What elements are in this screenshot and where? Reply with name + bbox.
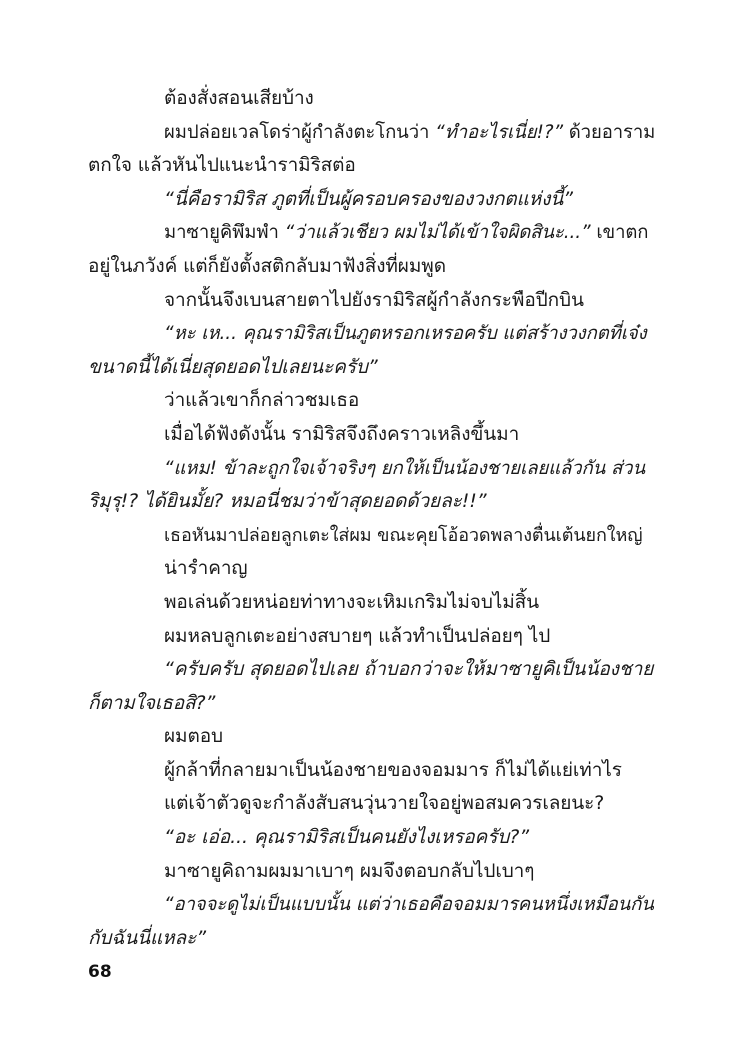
dialogue: “ทำอะไรเนี่ย!?” (435, 121, 563, 143)
paragraph-line: ผู้กล้าที่กลายมาเป็นน้องชายของจอมมาร ก็ไม่ได้แย่เท่าไร (164, 758, 622, 781)
paragraph-line (88, 821, 654, 855)
paragraph-line: จากนั้นจึงเบนสายตาไปยังรามิริสผู้กำลังกระพือปีกบิน (164, 288, 584, 311)
dialogue: “ว่าแล้วเชียว ผมไม่ได้เข้าใจผิดสินะ...” (284, 222, 591, 244)
paragraph-line: เธอหันมาปล่อยลูกเตะใส่ผม ขณะคุยโอ้อวดพลางตื่นเต้นยกใหญ่ (164, 524, 643, 546)
dialogue: ริมุรุ!? ได้ยินมั้ย? หมอนี่ชมว่าข้าสุดยอดด้วยละ!!” (88, 490, 487, 513)
paragraph-line: แต่เจ้าตัวดูจะกำลังสับสนวุ่นวายใจอยู่พอสมควรเลยนะ? (164, 792, 605, 815)
paragraph-line: อยู่ในภวังค์ แต่ก็ยังตั้งสติกลับมาฟังสิ่งที่ผมพูด (88, 254, 446, 277)
page-number: 68 (88, 962, 112, 982)
dialogue: ก็ตามใจเธอสิ?” (88, 691, 216, 714)
paragraph-line (88, 183, 654, 217)
paragraph-line: ผมหลบลูกเตะอย่างสบายๆ แล้วทำเป็นปล่อยๆ ไป (164, 624, 551, 647)
paragraph-line: ต้องสั่งสอนเสียบ้าง (164, 87, 314, 109)
dialogue: “หะ เห... คุณรามิริสเป็นภูตหรอกเหรอครับ แต่สร้างวงกตที่เจ๋ง (164, 323, 647, 345)
dialogue: “อะ เอ่อ... คุณรามิริสเป็นคนยังไงเหรอครับ?” (164, 826, 529, 849)
paragraph-line: มาซายูคิพึมพำ “ว่าแล้วเชียว ผมไม่ได้เข้าใจผิดสินะ...” เขาตก (164, 222, 649, 244)
paragraph-line: ผมตอบ (164, 725, 223, 748)
paragraph-line (88, 888, 654, 922)
paragraph-line (88, 351, 654, 385)
paragraph-line: พอเล่นด้วยหน่อยท่าทางจะเหิมเกริมไม่จบไม่สิ้น (164, 590, 540, 613)
paragraph-line: น่ารำคาญ (164, 557, 248, 580)
paragraph-line (88, 922, 654, 956)
paragraph-line (88, 317, 654, 351)
dialogue: กับฉันนี่แหละ” (88, 926, 206, 949)
dialogue: “แหม! ข้าละถูกใจเจ้าจริงๆ ยกให้เป็นน้องชายเลยแล้วกัน ส่วน (164, 457, 646, 479)
paragraph-line: มาซายูคิถามผมมาเบาๆ ผมจึงตอบกลับไปเบาๆ (164, 859, 535, 882)
paragraph-line: ตกใจ แล้วหันไปแนะนำรามิริสต่อ (88, 154, 356, 177)
paragraph-line: ผมปล่อยเวลโดร่าผู้กำลังตะโกนว่า “ทำอะไรเนี่ย!?” ด้วยอาราม (164, 121, 656, 143)
paragraph-line: ว่าแล้วเขาก็กล่าวชมเธอ (164, 389, 360, 412)
dialogue: “ครับครับ สุดยอดไปเลย ถ้าบอกว่าจะให้มาซายูคิเป็นน้องชาย (164, 658, 654, 681)
body-text (88, 82, 654, 955)
paragraph-line (88, 653, 654, 687)
dialogue: “อาจจะดูไม่เป็นแบบนั้น แต่ว่าเธอคือจอมมารคนหนึ่งเหมือนกัน (164, 894, 654, 916)
dialogue: ขนาดนี้ได้เนี่ยสุดยอดไปเลยนะครับ” (88, 355, 378, 378)
dialogue: “นี่คือรามิริส ภูตที่เป็นผู้ครอบครองของวงกตแห่งนี้” (164, 187, 573, 210)
paragraph-line (88, 485, 654, 519)
paragraph-line: เมื่อได้ฟังดังนั้น รามิริสจึงถึงคราวเหลิงขึ้นมา (164, 422, 520, 445)
paragraph-line (88, 687, 654, 721)
paragraph-line (88, 452, 654, 486)
